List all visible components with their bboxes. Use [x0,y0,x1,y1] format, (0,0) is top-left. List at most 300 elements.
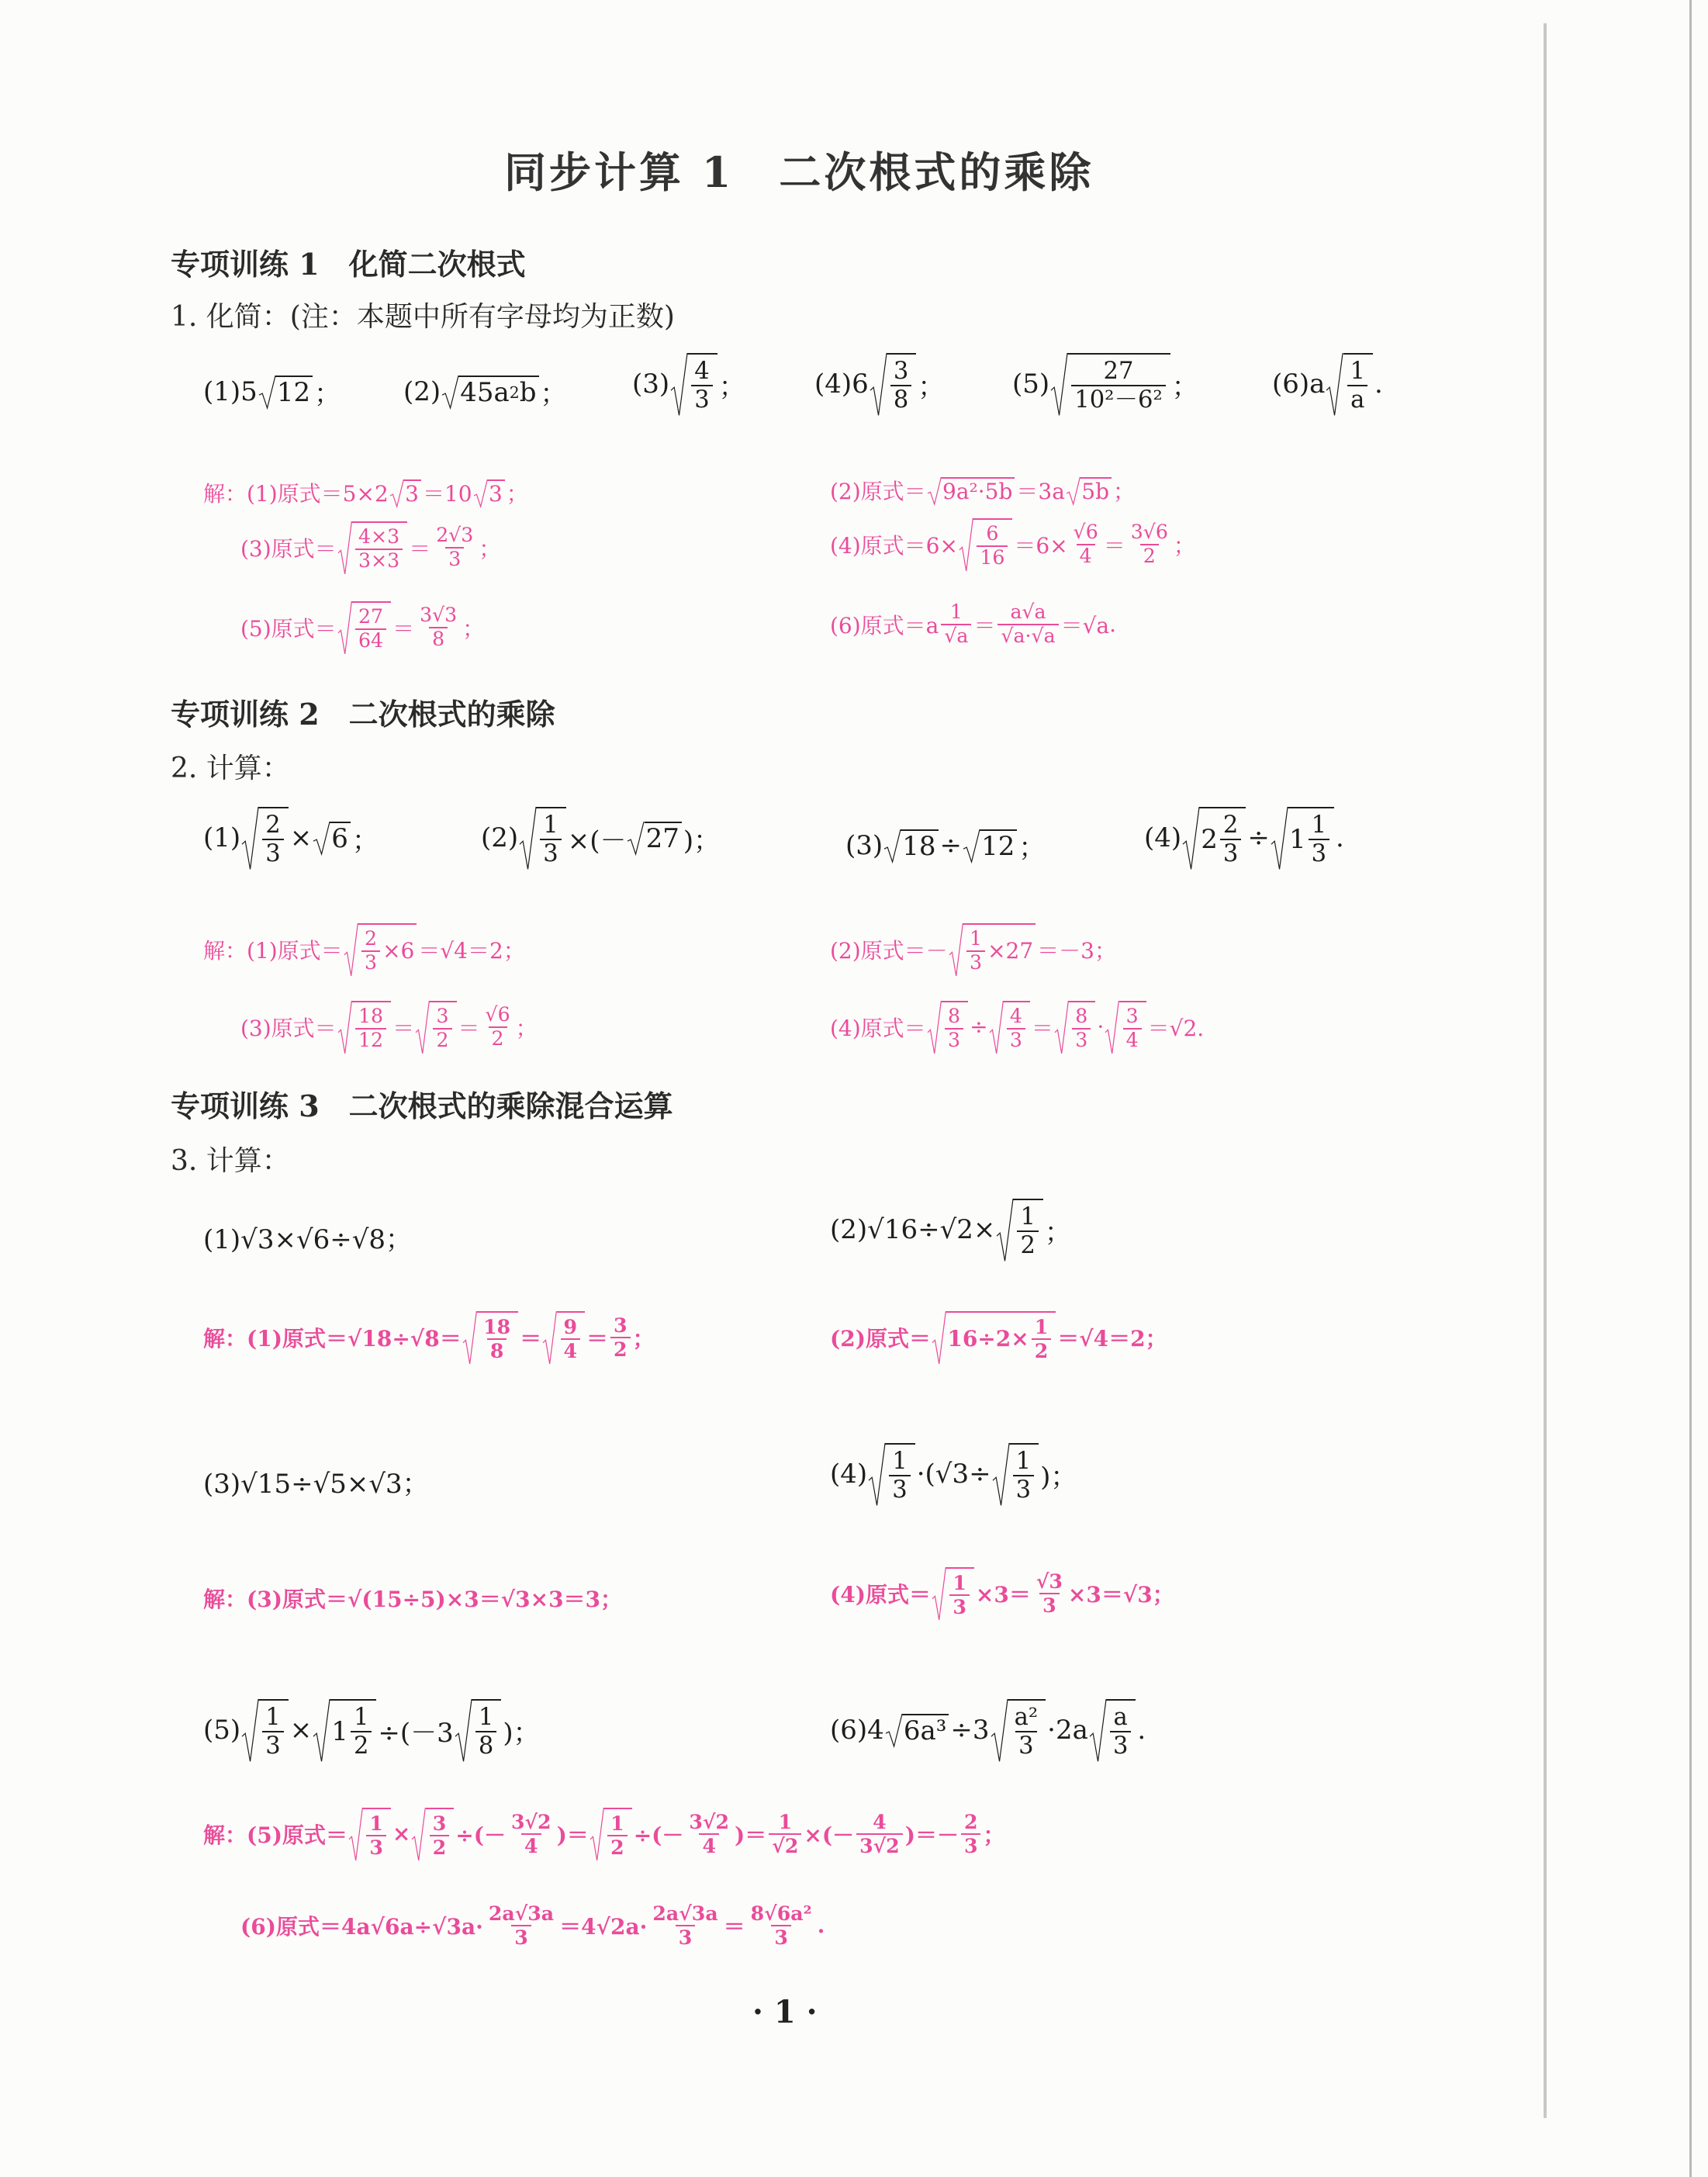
answer-3-2 [830,1311,1167,1364]
denominator: 3 [1309,839,1329,867]
text: ＝ [392,615,415,642]
problem-1-6 [1272,353,1383,415]
denominator: 2 [430,1835,450,1859]
numerator: a² [1014,1704,1039,1731]
numerator: 4 [694,358,710,385]
radical [869,1443,915,1505]
text: (4)原式＝ [830,1581,931,1608]
text: 解：(5)原式＝ [203,1822,347,1848]
text: ＝ [458,1015,480,1041]
numerator: 2 [265,812,281,839]
denominator: 3 [889,1475,910,1504]
label: (3) [632,369,670,400]
text: ＝√a [1060,612,1110,639]
radicand: 27 [645,822,682,854]
denominator: 4 [1123,1028,1142,1052]
punct: ； [314,379,341,410]
denominator: √2 [769,1833,801,1857]
label: (4)6 [814,369,869,400]
radical [1271,807,1334,869]
text: ÷(－ [455,1822,506,1848]
radical [1055,1001,1095,1054]
numerator: 1 [1015,1448,1032,1475]
radical [520,807,566,869]
radical [590,1808,632,1860]
denominator: 3√2 [856,1833,903,1857]
denominator: 16 [977,545,1008,569]
punct: . [1374,369,1383,400]
text: )＝ [735,1822,767,1848]
text: ＝ [723,1913,745,1940]
punct: . [1137,1715,1146,1746]
numerator: 3 [893,358,909,385]
text: ×(－ [804,1822,855,1848]
punct: ； [1018,832,1046,864]
denominator: 2 [1032,1338,1052,1362]
denominator: 3 [361,950,380,974]
numerator: 3 [614,1313,628,1337]
label: (1) [203,822,241,854]
problem-3-6 [830,1699,1146,1761]
problem-3-1 [203,1218,412,1256]
text: (6)原式＝a [830,612,939,639]
text: (2)原式＝ [830,1325,931,1352]
text: (2)√16÷√2× [830,1214,996,1246]
text: ×3＝√3； [1067,1581,1174,1608]
denominator: 3 [262,839,283,867]
radicand: 12 [275,376,313,408]
text: )； [1040,1461,1077,1493]
denominator: 3×3 [355,549,403,573]
numerator: 6 [986,522,999,545]
numerator: 1 [1311,812,1327,839]
problem-1-2 [403,372,567,410]
numerator: 2a√3a [652,1902,718,1925]
punct: ； [918,371,945,403]
answer-3-4 [830,1567,1174,1620]
text: ＝－3； [1037,937,1116,964]
denominator: 2 [607,1835,628,1859]
radicand: 12 [980,829,1017,862]
radical [1067,477,1112,504]
numerator: 9 [563,1315,578,1338]
radical: 45a 2 b [442,376,538,408]
numerator: 18 [483,1315,511,1338]
denominator: 3 [1039,1593,1060,1617]
answer-3-6 [240,1902,825,1949]
label: (3) [845,829,883,861]
radical [412,1808,454,1860]
section-heading-2: 专项训练 2 二次根式的乘除 [171,697,555,732]
numerator: 3 [1125,1005,1139,1027]
answer-3-3 [203,1583,622,1614]
numerator: 1 [478,1704,494,1731]
text: ＝ [392,1015,415,1041]
numerator: 1 [892,1448,908,1475]
denominator: a [1347,385,1367,414]
text: ÷ [939,829,963,861]
numerator: 2 [1222,812,1239,839]
label: (2) [481,822,519,854]
text: ×3＝ [975,1581,1031,1608]
radical [338,601,391,654]
text: ＝10 [422,481,472,507]
punct: . [817,1912,825,1939]
numerator: 3 [436,1005,449,1027]
denominator: 3 [511,1925,531,1949]
text: 解：(1)原式＝5×2 [203,481,389,507]
radical [870,353,917,415]
numerator: 18 [358,1005,384,1027]
text: × [289,822,313,854]
denominator: 8 [429,627,448,651]
text: (5)原式＝ [240,615,337,642]
radical [949,923,1036,976]
answer-2-2 [830,923,1116,976]
text: )＝－ [904,1822,959,1848]
denominator: 2 [610,1337,631,1361]
radicand: 6a³ [902,1714,949,1746]
question-3-instruction: 3. 计算： [171,1145,290,1177]
numerator: 8 [948,1005,961,1027]
denominator: 3 [945,1028,963,1052]
answer-2-3 [240,1001,538,1054]
page-number: · 1 · [752,1994,818,2030]
denominator: 3 [961,1833,981,1857]
radicand: 3 [403,479,421,507]
text: · [1097,1014,1105,1040]
label: (6)4 [830,1715,884,1746]
text: ÷(－ [633,1822,684,1848]
radical [259,376,313,408]
punct: ； [718,371,745,403]
text: ＝ [1031,1015,1053,1041]
radicand: 16÷2× [947,1326,1029,1352]
answer-3-5 [203,1808,1005,1860]
text: × [289,1715,313,1746]
radical [671,353,717,415]
numerator: 3√2 [510,1810,551,1833]
radical [313,822,351,854]
label: (1)5 [203,376,258,407]
text: ÷ [970,1014,988,1040]
radical [959,518,1012,571]
radical [1051,353,1170,415]
radical [928,1001,968,1054]
text: ＝ [1103,532,1125,559]
numerator: 1 [369,1812,383,1835]
numerator: 1 [953,1571,966,1594]
radical [928,477,1015,504]
denominator: 3 [1110,1731,1131,1760]
radical [344,923,417,976]
page-title: 同步计算 1 二次根式的乘除 [504,147,1094,197]
answer-1-1 [203,477,528,508]
problem-1-4 [814,353,944,415]
numerator: 3√2 [689,1810,730,1833]
punct: ； [506,481,528,507]
denominator: 3 [445,547,464,571]
answer-3-1 [203,1311,655,1364]
text: 解：(1)原式＝√18÷√8＝ [203,1325,462,1352]
section-heading-3: 专项训练 3 二次根式的乘除混合运算 [171,1088,673,1123]
text: ＝ [520,1325,542,1352]
text: ＝√2. [1147,1015,1205,1041]
punct: ； [1044,1217,1071,1248]
text: ＝4√2a· [559,1913,648,1940]
radical [455,1699,502,1761]
label: (4) [1144,822,1182,854]
denominator: √a [941,624,971,648]
punct: ； [351,825,379,857]
numerator: 1 [353,1704,369,1731]
problem-3-3 [203,1462,429,1500]
radicand: 9a²·5b [941,477,1015,504]
text: ×(－ [567,825,627,857]
label: (5) [203,1715,241,1746]
numerator: 1 [778,1810,793,1833]
answer-2-4 [830,1001,1204,1054]
radicand: 3 [487,479,505,507]
numerator: 4×3 [358,525,400,548]
radicand: 18 [901,829,938,862]
numerator: 2 [365,927,378,950]
numerator: 27 [358,605,384,628]
denominator: 2 [489,1026,507,1050]
numerator: 1 [1034,1315,1049,1338]
radical [463,1311,518,1364]
text: )； [503,1717,540,1749]
whole: 2 [1201,824,1218,856]
problem-1-5 [1012,353,1198,415]
numerator: a [1113,1704,1128,1731]
radical [242,1699,289,1761]
text: ×6 [382,938,415,964]
radical [1090,1699,1136,1761]
radical [349,1808,391,1860]
radical [416,1001,456,1054]
question-2-instruction: 2. 计算： [171,753,290,784]
label: (6)a [1272,369,1326,400]
answer-2-1 [203,923,525,976]
denominator: 4 [521,1833,541,1857]
answer-1-4 [830,518,1195,571]
text: ×27 [987,938,1034,964]
punct: . [1336,822,1344,854]
denominator: 2 [1017,1230,1038,1259]
denominator: 8 [475,1731,496,1760]
problem-2-3 [845,826,1045,864]
denominator: 3 [691,385,712,414]
answer-1-2 [830,475,1135,506]
radical [932,1567,974,1620]
answer-1-5 [240,601,484,654]
expression: (3)√15÷√5×√3； [203,1469,429,1500]
label: (5) [1012,369,1050,400]
text: × [392,1821,411,1847]
denominator: 8 [487,1338,507,1362]
text: ＝ [586,1325,609,1352]
denominator: 3 [1007,1028,1025,1052]
denominator: 2 [433,1028,451,1052]
punct: ； [983,1822,1005,1848]
denominator: 8 [890,385,911,414]
numerator: 2a√3a [488,1902,555,1925]
problem-3-2 [830,1199,1071,1261]
denominator: 12 [355,1028,386,1052]
numerator: 4 [1009,1005,1022,1027]
problem-1-3 [632,353,745,415]
radical [242,807,289,869]
denominator: 3 [676,1925,696,1949]
text: )＝ [556,1822,589,1848]
radical [963,829,1017,862]
punct: ； [1113,479,1136,504]
radical [338,1001,391,1054]
denominator: 3 [1015,1731,1036,1760]
denominator: √a·√a [997,624,1058,648]
radicand: 6 [330,822,351,854]
radical [338,521,408,574]
radical [993,1443,1039,1505]
answer-1-6 [830,601,1116,648]
denominator: 64 [355,628,386,652]
numerator: 3 [432,1812,447,1835]
numerator: 1 [265,1704,281,1731]
denominator: 10²－6² [1071,385,1166,414]
punct: ； [1173,532,1195,559]
radicand: 5b [1080,477,1112,504]
radical [390,479,421,507]
numerator: 2√3 [436,524,474,546]
radical [1183,807,1246,869]
section-heading-1: 专项训练 1 化简二次根式 [171,247,526,282]
denominator: 3 [1013,1475,1034,1504]
radical [997,1199,1043,1261]
numerator: 1 [970,927,983,950]
text: (2)原式＝ [830,479,926,504]
numerator: 1 [1350,358,1365,385]
radical [474,479,505,507]
numerator: 1 [543,812,558,839]
denominator: 4 [699,1833,719,1857]
text: (6)原式＝4a√6a÷√3a· [240,1913,483,1940]
punct: )； [683,825,721,857]
text: (2)原式＝－ [830,937,948,964]
numerator: 4 [873,1810,887,1833]
text: ＝6× [1014,532,1068,559]
denominator: 4 [1077,544,1095,568]
label: (2) [403,376,441,407]
numerator: 3√3 [420,604,458,626]
problem-1-1 [203,372,341,410]
numerator: √6 [1073,521,1098,543]
radicand: 45a [460,376,510,408]
denominator: 2 [351,1731,372,1760]
numerator: 1 [1020,1203,1036,1230]
text: ＝√4＝2； [1057,1325,1167,1352]
text: ·(√3÷ [916,1459,991,1490]
denominator: 3 [1220,839,1241,867]
numerator: 8√6a² [750,1902,812,1925]
text: ÷ [1247,822,1270,854]
problem-2-4 [1144,807,1344,869]
radical [628,822,681,854]
denominator: 3 [949,1594,970,1618]
expression: (1)√3×√6÷√8； [203,1224,413,1255]
text: 解：(3)原式＝√(15÷5)×3＝√3×3＝3； [203,1587,623,1612]
problem-2-1 [203,807,379,869]
text: (3)原式＝ [240,1015,337,1041]
punct: . [1109,611,1117,638]
label: (4) [830,1459,868,1490]
denominator: 3 [1072,1028,1091,1052]
denominator: 3 [366,1835,386,1859]
text: 解：(1)原式＝ [203,937,343,964]
radical [313,1699,376,1761]
punct: ； [540,379,567,410]
radical [990,1001,1030,1054]
denominator: 3 [771,1925,791,1949]
punct: ； [632,1325,655,1352]
radical [932,1311,1056,1364]
text: ＝ [973,612,996,639]
denominator: 2 [1140,544,1159,568]
margin-rule-outer [1689,0,1692,2177]
numerator: a√a [1010,600,1046,623]
punct: ； [1171,371,1198,403]
punct: ； [479,535,501,562]
text: ＝3a [1016,479,1065,504]
problem-2-2 [481,807,720,869]
problem-3-4 [830,1443,1077,1505]
numerator: 8 [1075,1005,1088,1027]
punct: ； [515,1015,538,1041]
radical [1105,1001,1146,1054]
margin-rule-inner [1544,23,1547,2118]
numerator: 3√6 [1130,521,1168,543]
text: (4)原式＝ [830,1015,926,1041]
radical [1326,353,1373,415]
question-1-instruction: 1. 化简：(注：本题中所有字母均为正数) [171,301,675,333]
numerator: 1 [610,1812,624,1835]
text: ＝√4＝2； [418,937,525,964]
numerator: 2 [963,1810,978,1833]
answer-1-3 [240,521,500,574]
denominator: 3 [540,839,561,867]
text: ÷3 [950,1715,990,1746]
punct: ； [462,615,485,642]
text: (3)原式＝ [240,535,337,562]
radical [884,829,938,862]
radical [886,1714,949,1746]
text: (4)原式＝6× [830,532,958,559]
whole: 1 [331,1716,348,1748]
text: ÷(－3 [378,1717,454,1749]
problem-3-5 [203,1699,540,1761]
numerator: 27 [1103,358,1134,385]
denominator: 3 [262,1731,283,1760]
numerator: 1 [949,600,963,623]
numerator: √6 [485,1003,510,1026]
numerator: √3 [1036,1570,1063,1593]
text: ＝ [409,535,431,562]
denominator: 3 [966,950,985,974]
denominator: 4 [561,1338,581,1362]
text: ·2a [1047,1715,1088,1746]
radical [543,1311,585,1364]
radical [991,1699,1046,1761]
